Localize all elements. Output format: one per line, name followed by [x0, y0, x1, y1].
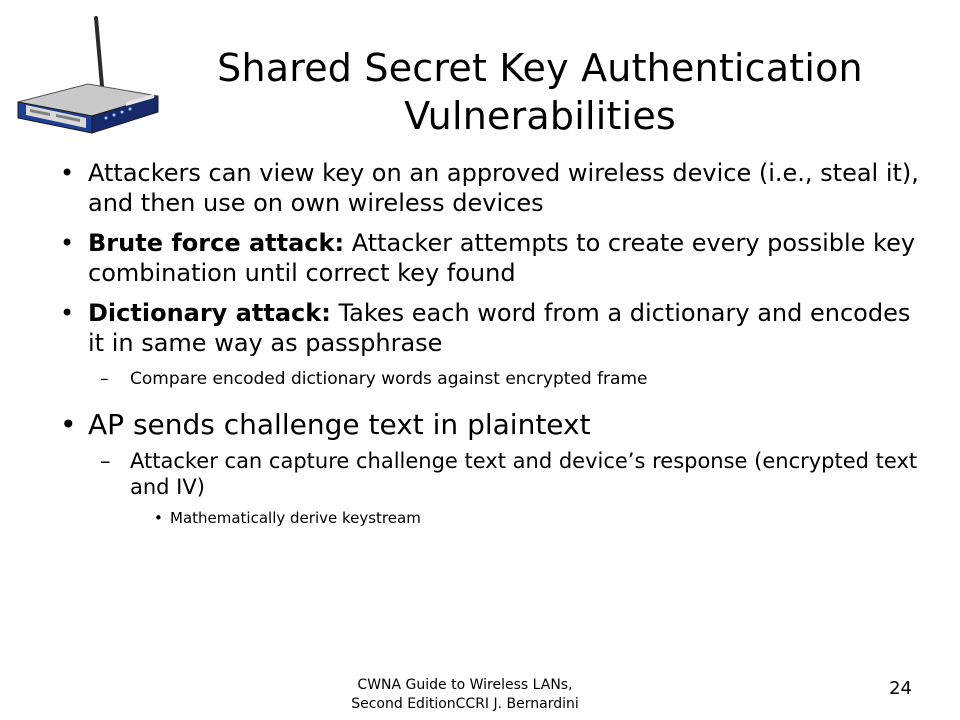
bullet-label: Brute force attack:	[88, 229, 345, 257]
page-number: 24	[889, 678, 912, 699]
bullet-brute-force	[54, 228, 934, 288]
sub-bullet-text: Attacker can capture challenge text and device’s response (encrypted text and IV)	[130, 449, 918, 499]
title-line-2: Vulnerabilities	[404, 94, 676, 138]
slide-content	[54, 158, 934, 528]
dash-marker: –	[100, 369, 109, 389]
title-line-1: Shared Secret Key Authentication	[217, 46, 863, 90]
bullet-text: AP sends challenge text in plaintext	[88, 408, 591, 441]
footer-line-1: CWNA Guide to Wireless LANs,	[357, 677, 573, 693]
bullet-dictionary-attack	[54, 298, 934, 358]
footer-line-2: Second EditionCCRI J. Bernardini	[351, 696, 579, 712]
slide-title	[180, 44, 900, 140]
sub-sub-bullet-text: Mathematically derive keystream	[170, 509, 421, 527]
footer-text	[300, 676, 630, 714]
sub-sub-bullet-keystream	[54, 508, 934, 528]
bullet-text: Attackers can view key on an approved wireless device (i.e., steal it), and then use on own wireless devices	[88, 159, 919, 217]
bullet-marker: •	[60, 229, 75, 257]
bullet-label: Dictionary attack:	[88, 299, 331, 327]
sub-bullet-capture	[54, 448, 934, 500]
bullet-marker: •	[154, 509, 163, 527]
bullet-marker: •	[60, 408, 77, 441]
bullet-marker: •	[60, 159, 75, 187]
bullet-key-theft	[54, 158, 934, 218]
sub-bullet-text: Compare encoded dictionary words against encrypted frame	[130, 369, 648, 389]
bullet-challenge-text	[54, 408, 934, 442]
sub-bullet-compare	[54, 368, 934, 390]
bullet-text: Takes each word from a dictionary and encodes it in same way as passphrase	[88, 299, 911, 357]
bullet-text: Attacker attempts to create every possible key combination until correct key found	[88, 229, 916, 287]
wireless-router-icon	[8, 14, 178, 144]
dash-marker: –	[100, 449, 111, 473]
bullet-marker: •	[60, 299, 75, 327]
